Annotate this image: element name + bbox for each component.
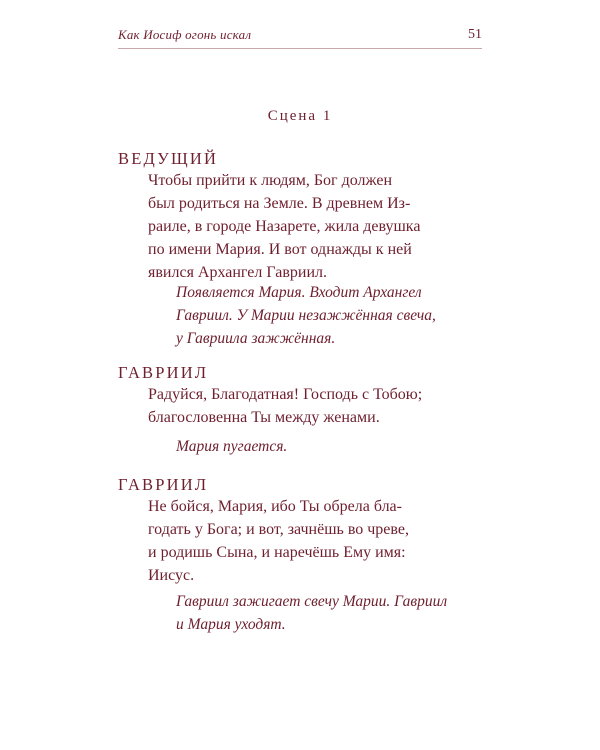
speech-line: Чтобы прийти к людям, Бог должен [148, 172, 393, 189]
speech-block-gabriel [118, 475, 490, 587]
speech-line: годать у Бога; и вот, зачнёшь во чреве, [148, 521, 409, 538]
scene-title: Сцена 1 [267, 108, 333, 124]
direction-line: и Мария уходят. [176, 616, 286, 633]
direction-line: Мария пугается. [176, 438, 288, 455]
speech-line: Не бойся, Мария, ибо Ты обрела бла- [148, 498, 402, 515]
speech-line: и родишь Сына, и наречёшь Ему имя: [148, 544, 406, 561]
speaker-name: ВЕДУЩИЙ [118, 149, 219, 168]
direction-line: у Гавриила зажжённая. [176, 330, 336, 347]
direction-line: Гавриил. У Марии незажжённая свеча, [176, 307, 436, 324]
speech-line: раиле, в городе Назарете, жила девушка [148, 218, 421, 235]
speech-line: был родиться на Земле. В древнем Из- [148, 195, 411, 212]
speaker-name: ГАВРИИЛ [118, 475, 209, 494]
speech-line: явился Архангел Гавриил. [148, 264, 327, 281]
running-title: Как Иосиф огонь искал [118, 27, 252, 42]
speaker-name: ГАВРИИЛ [118, 363, 209, 382]
speech-block-gabriel [118, 363, 490, 429]
header-rule [118, 48, 482, 49]
speech-block-narrator [118, 149, 490, 284]
speech-line: по имени Мария. И вот однажды к ней [148, 241, 412, 258]
speech-line: благословенна Ты между женами. [148, 409, 380, 426]
direction-line: Появляется Мария. Входит Архангел [176, 284, 422, 301]
speech-line: Иисус. [148, 567, 195, 584]
page-number: 51 [468, 27, 482, 42]
speech-line: Радуйся, Благодатная! Господь с Тобою; [148, 386, 423, 403]
direction-line: Гавриил зажигает свечу Марии. Гавриил [176, 593, 448, 610]
